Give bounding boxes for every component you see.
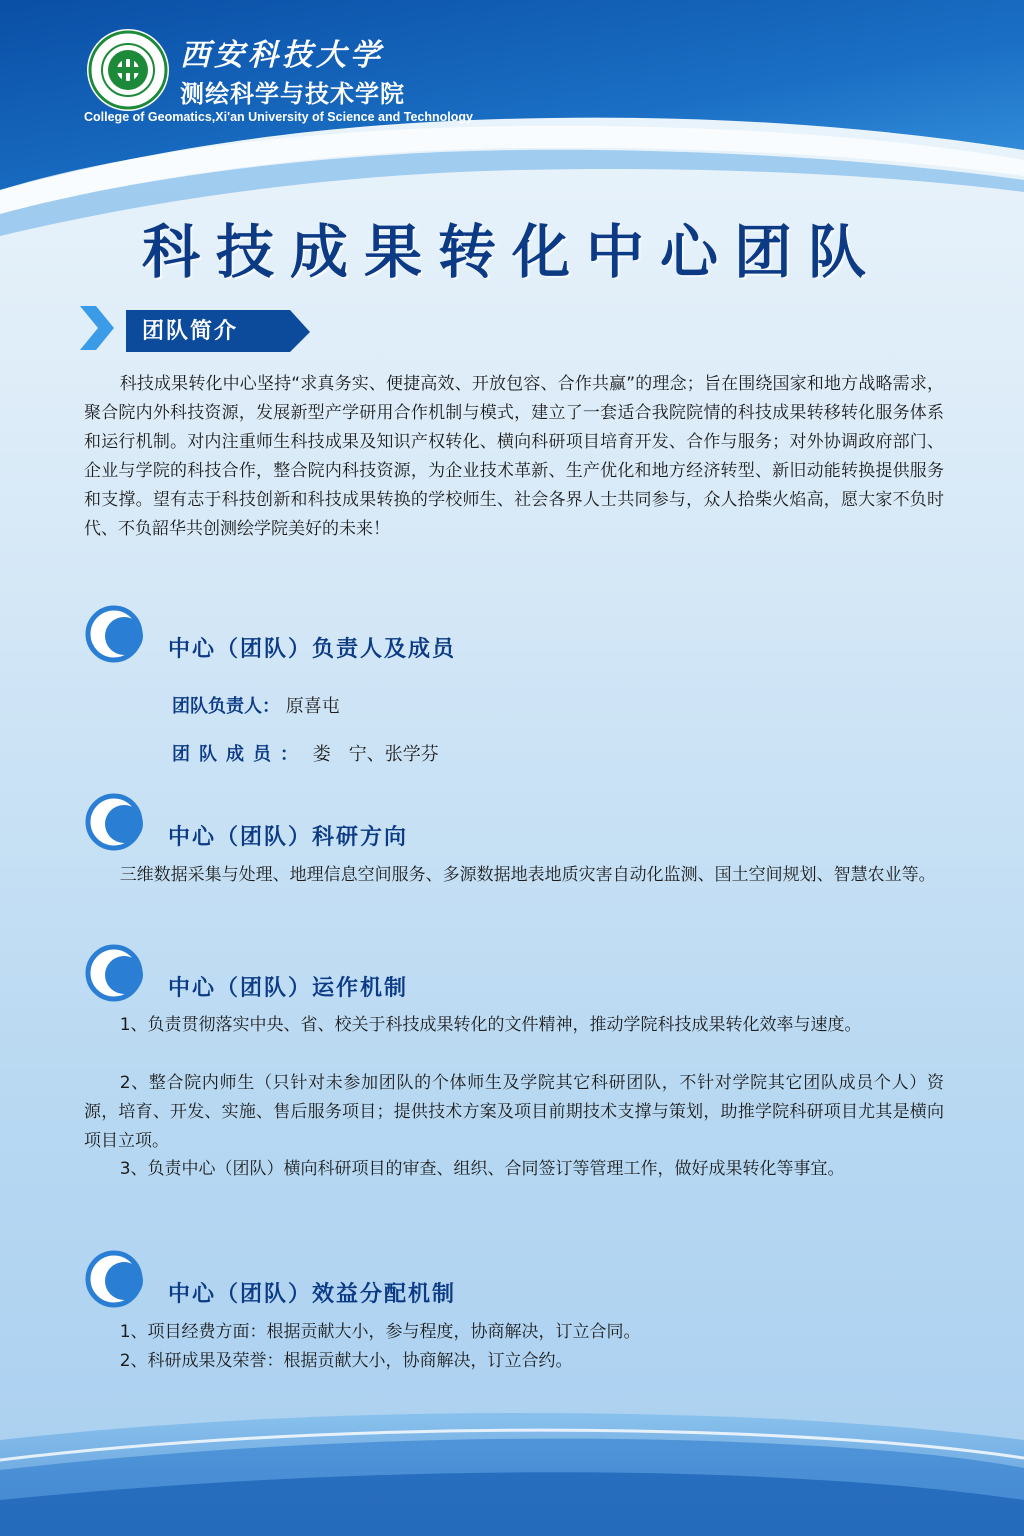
- double-circle-icon: [84, 604, 154, 664]
- header: [0, 0, 1024, 140]
- research-heading: 中心（团队）科研方向: [168, 825, 409, 850]
- operation-item: 1、负责贯彻落实中央、省、校关于科技成果转化的文件精神，推动学院科技成果转化效率与速度。: [119, 1015, 862, 1035]
- leader-row: [172, 692, 340, 718]
- benefit-item: 2、科研成果及荣誉：根据贡献大小，协商解决，订立合约。: [119, 1351, 573, 1371]
- operation-item: 3、负责中心（团队）横向科研项目的审查、组织、合同签订等管理工作，做好成果转化等事宜。: [119, 1159, 845, 1179]
- university-logo: [86, 28, 170, 112]
- intro-banner: [80, 302, 312, 354]
- operation-item: 2、整合院内师生（只针对未参加团队的个体师生及学院其它科研团队，不针对学院其它团队成员个人）资源，培育、开发、实施、售后服务项目；提供技术方案及项目前期技术支撑与策划，助推学院科研项目尤其是横向项目立项。: [84, 1073, 944, 1151]
- university-name: 西安科技大学: [180, 38, 384, 73]
- leader-value: 原喜屯: [285, 696, 340, 717]
- double-circle-icon: [84, 943, 154, 1003]
- double-circle-icon: [84, 792, 154, 852]
- college-english-name: College of Geomatics,Xi'an University of Science and Technology: [84, 110, 473, 124]
- page-title: 科技成果转化中心团队: [141, 218, 882, 286]
- leader-label: 团队负责人：: [172, 696, 280, 717]
- benefit-heading: 中心（团队）效益分配机制: [168, 1282, 457, 1307]
- research-text: 三维数据采集与处理、地理信息空间服务、多源数据地表地质灾害自动化监测、国土空间规划、智慧农业等。: [119, 865, 936, 885]
- members-value: 娄 宁、张学芬: [312, 744, 439, 765]
- double-circle-icon: [84, 1249, 154, 1309]
- members-heading: 中心（团队）负责人及成员: [168, 637, 457, 662]
- intro-heading: 团队简介: [142, 319, 239, 344]
- operation-heading: 中心（团队）运作机制: [168, 976, 409, 1001]
- members-row: [172, 740, 439, 766]
- members-label: 团队成员：: [172, 744, 307, 765]
- benefit-item: 1、项目经费方面：根据贡献大小，参与程度，协商解决，订立合同。: [119, 1322, 641, 1342]
- intro-text: 科技成果转化中心坚持“求真务实、便捷高效、开放包容、合作共赢”的理念；旨在围绕国家和地方战略需求，聚合院内外科技资源，发展新型产学研用合作机制与模式，建立了一套适合我院院情的科技成果转移转化服务体系和运行机制。对内注重师生科技成果及知识产权转化、横向科研项目培育开发、合作与服务；对外协调政府部门、企业与学院的科技合作，整合院内科技资源，为企业技术革新、生产优化和地方经济转型、新旧动能转换提供服务和支撑。望有志于科技创新和科技成果转换的学校师生、社会各界人士共同参与，众人拾柴火焰高，愿大家不负时代、不负韶华共创测绘学院美好的未来！: [84, 374, 944, 539]
- college-name: 测绘科学与技术学院: [180, 80, 405, 108]
